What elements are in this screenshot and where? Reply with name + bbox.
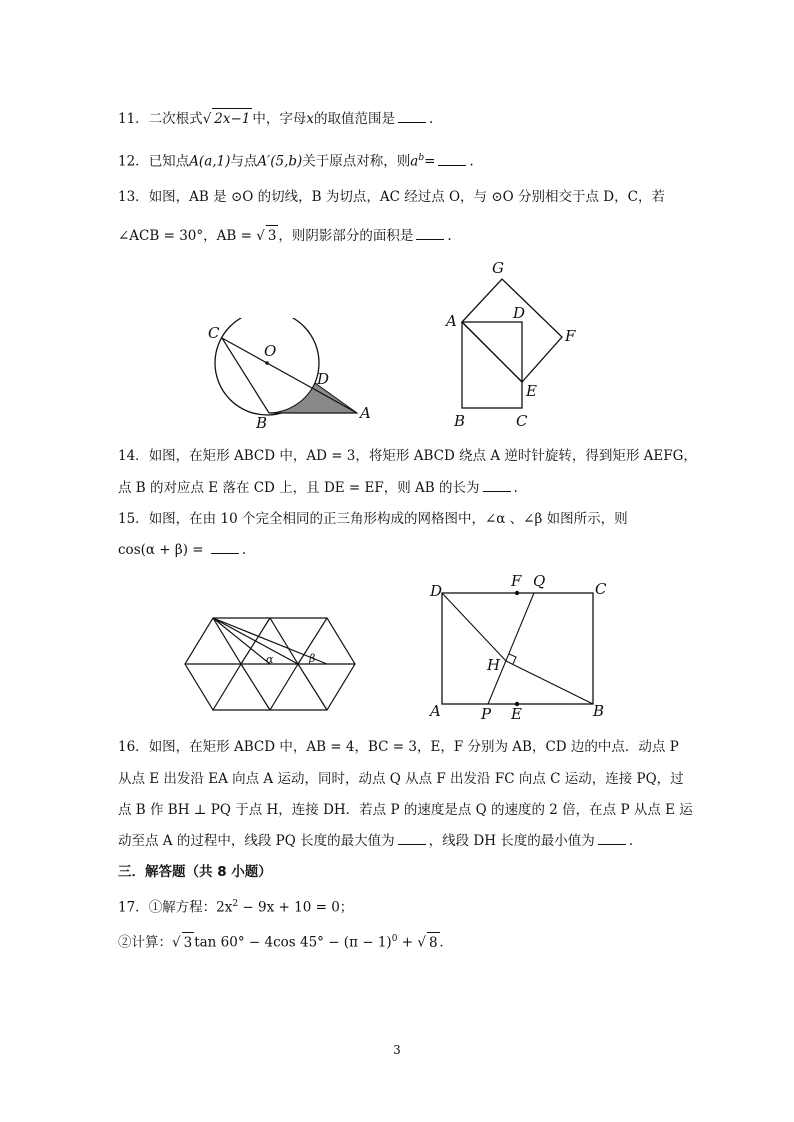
question-14-line2: 点 B 的对应点 E 落在 CD 上，且 DE = EF，则 AB 的长为 . bbox=[118, 480, 518, 496]
label-e: E bbox=[511, 705, 522, 723]
answer-blank bbox=[438, 153, 466, 166]
label-a: A bbox=[446, 312, 457, 330]
label-a: A bbox=[360, 404, 371, 422]
question-16-line2: 从点 E 出发沿 EA 向点 A 运动，同时，动点 Q 从点 F 出发沿 FC 向点 C 运动，连接 PQ，过 bbox=[118, 771, 684, 787]
segment-cb bbox=[222, 338, 269, 413]
question-16: 16．如图，在矩形 ABCD 中，AB = 4，BC = 3，E，F 分别为 AB，CD 边的中点．动点 P bbox=[118, 739, 679, 755]
label-d: D bbox=[317, 370, 330, 388]
rect-abcd bbox=[442, 593, 593, 704]
label-c: C bbox=[595, 580, 607, 598]
grid-line bbox=[298, 664, 327, 710]
angle-ray bbox=[213, 618, 298, 664]
question-12: 12．已知点A(a,1)与点A′(5,b)关于原点对称，则$a^b=$ . bbox=[118, 153, 474, 170]
label-p: P bbox=[481, 705, 492, 723]
label-c: C bbox=[516, 412, 528, 430]
segment-ca bbox=[222, 338, 357, 413]
question-16-line4: 动至点 A 的过程中，线段 PQ 长度的最大值为 ，线段 DH 长度的最小值为 . bbox=[118, 833, 634, 849]
label-b: B bbox=[593, 702, 605, 720]
page-number: 3 bbox=[393, 1043, 401, 1057]
answer-blank bbox=[398, 110, 426, 123]
answer-blank bbox=[416, 227, 444, 240]
label-a: A bbox=[430, 702, 441, 720]
segment-bh bbox=[506, 661, 593, 704]
answer-blank bbox=[598, 832, 626, 845]
label-q: Q bbox=[533, 572, 546, 590]
label-e: E bbox=[526, 382, 537, 400]
question-17-part1: 17．①解方程：$2x^2 - 9x + 10 = 0$； bbox=[118, 899, 354, 916]
figure-14-rotated-rectangle bbox=[440, 256, 590, 436]
sqrt-sign: √ bbox=[202, 111, 212, 127]
label-d: D bbox=[430, 582, 443, 600]
rect-aefg bbox=[462, 279, 562, 382]
question-16-line3: 点 B 作 BH ⊥ PQ 于点 H，连接 DH．若点 P 的速度是点 Q 的速度的 2 倍，在点 P 从点 E 运 bbox=[118, 802, 693, 818]
question-14: 14．如图，在矩形 ABCD 中，AD = 3，将矩形 ABCD 绕点 A 逆时针旋转，得到矩形 AEFG， bbox=[118, 448, 697, 464]
section-heading: 三．解答题（共 8 小题） bbox=[118, 864, 272, 880]
label-g: G bbox=[492, 259, 504, 277]
grid-line bbox=[241, 664, 270, 710]
figure-13-circle-tangent bbox=[200, 318, 380, 433]
segment-dh bbox=[442, 593, 506, 661]
angle-ray bbox=[213, 618, 270, 664]
label-b: B bbox=[454, 412, 466, 430]
grid-line bbox=[213, 664, 241, 710]
segment-ae bbox=[462, 322, 522, 382]
answer-blank bbox=[483, 479, 511, 492]
point-f-dot bbox=[515, 591, 519, 595]
label-o: O bbox=[264, 342, 277, 360]
question-13: 13．如图，AB 是 ⊙O 的切线，B 为切点，AC 经过点 O，与 ⊙O 分别相交于点 D，C，若 bbox=[118, 189, 665, 205]
label-d: D bbox=[513, 304, 526, 322]
question-15-line2: cos(α + β) = . bbox=[118, 542, 247, 558]
question-11: 11．二次根式√ 2x−1 中，字母x的取值范围是 . bbox=[118, 108, 433, 129]
center-dot bbox=[265, 361, 269, 365]
figure-15-triangle-grid bbox=[180, 612, 360, 722]
question-15: 15．如图，在由 10 个完全相同的正三角形构成的网格图中，∠α 、∠β 如图所示，则 bbox=[118, 511, 628, 527]
label-b: B bbox=[256, 414, 268, 432]
label-f: F bbox=[511, 572, 522, 590]
question-17-part2: ②计算：√ 3 tan 60° − 4cos $45^\circ - (\pi - 1)^0$ + √ 8 ． bbox=[118, 929, 453, 953]
label-c: C bbox=[208, 324, 220, 342]
answer-blank bbox=[398, 832, 426, 845]
label-beta: β bbox=[309, 652, 316, 665]
grid-line bbox=[270, 664, 298, 710]
figure-16-rectangle-moving-points bbox=[425, 572, 615, 727]
label-f: F bbox=[565, 327, 576, 345]
label-alpha: α bbox=[266, 653, 274, 666]
label-h: H bbox=[487, 656, 501, 674]
answer-blank bbox=[211, 541, 239, 554]
shaded-region bbox=[269, 383, 357, 413]
rect-abcd bbox=[462, 322, 522, 408]
question-13-line2: ∠ACB = 30°，AB = √ 3 ，则阴影部分的面积是 . bbox=[118, 225, 452, 246]
